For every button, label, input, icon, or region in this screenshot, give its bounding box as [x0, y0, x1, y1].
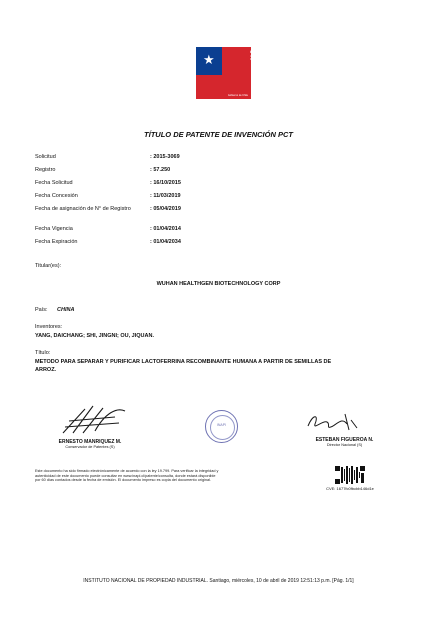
- verification-code: CVE: 1677fc0fbcbb146d1e: [326, 486, 374, 491]
- field-label: Fecha Expiración: [35, 239, 78, 245]
- inapi-logo: [196, 47, 273, 99]
- logo-blue-field: [196, 47, 222, 75]
- legal-line: Este documento ha sido firmado electrónicamente de acuerdo con la ley 19.799. Para verificar la integridad y: [35, 469, 219, 473]
- inventors-label: Inventores:: [35, 324, 63, 330]
- verification-barcode: [335, 466, 365, 484]
- seal-inner-ring: [210, 415, 235, 440]
- signer-left-role: Conservador de Patentes (S): [65, 445, 115, 449]
- page-footer: INSTITUTO NACIONAL DE PROPIEDAD INDUSTRIAL. Santiago, miércoles, 10 de abril de 2019 12:51:13 p.m. [Pág. 1/1]: [83, 578, 354, 584]
- signer-right-role: Director Nacional (S): [326, 443, 363, 447]
- field-value: : 57.250: [150, 167, 171, 173]
- logo-inapi-text: inapi: [250, 49, 260, 54]
- field-value: : 01/04/2034: [150, 239, 181, 245]
- field-value: : 16/10/2015: [150, 180, 181, 186]
- field-label: Fecha de asignación de N° de Registro: [35, 206, 131, 212]
- signature-right-block: [292, 437, 397, 447]
- signature-left-block: [35, 439, 145, 449]
- signer-left-name: ERNESTO MANRIQUEZ M.: [58, 439, 122, 445]
- holder-value: WUHAN HEALTHGEN BIOTECHNOLOGY CORP: [156, 281, 281, 287]
- field-value: : 2015-3069: [150, 154, 180, 160]
- legal-line: autenticidad de este documento puede consultar en www.inapi.cl/patente/consulta, donde estará disponible: [35, 473, 216, 478]
- field-label: Fecha Vigencia: [35, 226, 73, 232]
- signature-right-image: [305, 410, 360, 434]
- patent-title-label: Título:: [35, 350, 51, 356]
- seal-text: INAPI: [216, 423, 227, 427]
- institutional-seal: [205, 410, 238, 443]
- logo-government-text: Gobierno de Chile: [227, 94, 248, 97]
- field-label: Fecha Concesión: [35, 193, 78, 199]
- field-label: Fecha Solicitud: [35, 180, 73, 186]
- legal-line: por 60 días contados desde la fecha de emisión. El documento impreso es copia del documento original.: [35, 478, 212, 483]
- patent-title-line1: METODO PARA SEPARAR Y PURIFICAR LACTOFERRINA RECOMBINANTE HUMANA A PARTIR DE SEMILLAS DE: [35, 359, 332, 365]
- country-value: CHINA: [57, 307, 75, 313]
- holder-label: Titular(es):: [35, 263, 62, 269]
- patent-title-line2: ARROZ.: [35, 367, 57, 373]
- field-value: : 05/04/2019: [150, 206, 181, 212]
- logo-institution-text: Instituto Nacional de Propiedad Industrial: [250, 55, 273, 61]
- document-title: TÍTULO DE PATENTE DE INVENCIÓN PCT: [144, 130, 293, 139]
- logo-red-field: [222, 47, 273, 75]
- signer-right-name: ESTEBAN FIGUEROA N.: [315, 437, 374, 443]
- field-value: : 01/04/2014: [150, 226, 181, 232]
- signature-left-image: [55, 403, 130, 437]
- field-label: Solicitud: [35, 154, 56, 160]
- field-label: Registro: [35, 167, 56, 173]
- country-label: País:: [35, 307, 48, 313]
- legal-notice: [35, 469, 270, 483]
- field-value: : 11/03/2019: [150, 193, 181, 199]
- logo-bottom-band: [196, 75, 251, 99]
- star-icon: ★: [203, 52, 215, 67]
- inventors-value: YANG, DAICHANG; SHI, JINGNI; OU, JIQUAN.: [35, 333, 154, 339]
